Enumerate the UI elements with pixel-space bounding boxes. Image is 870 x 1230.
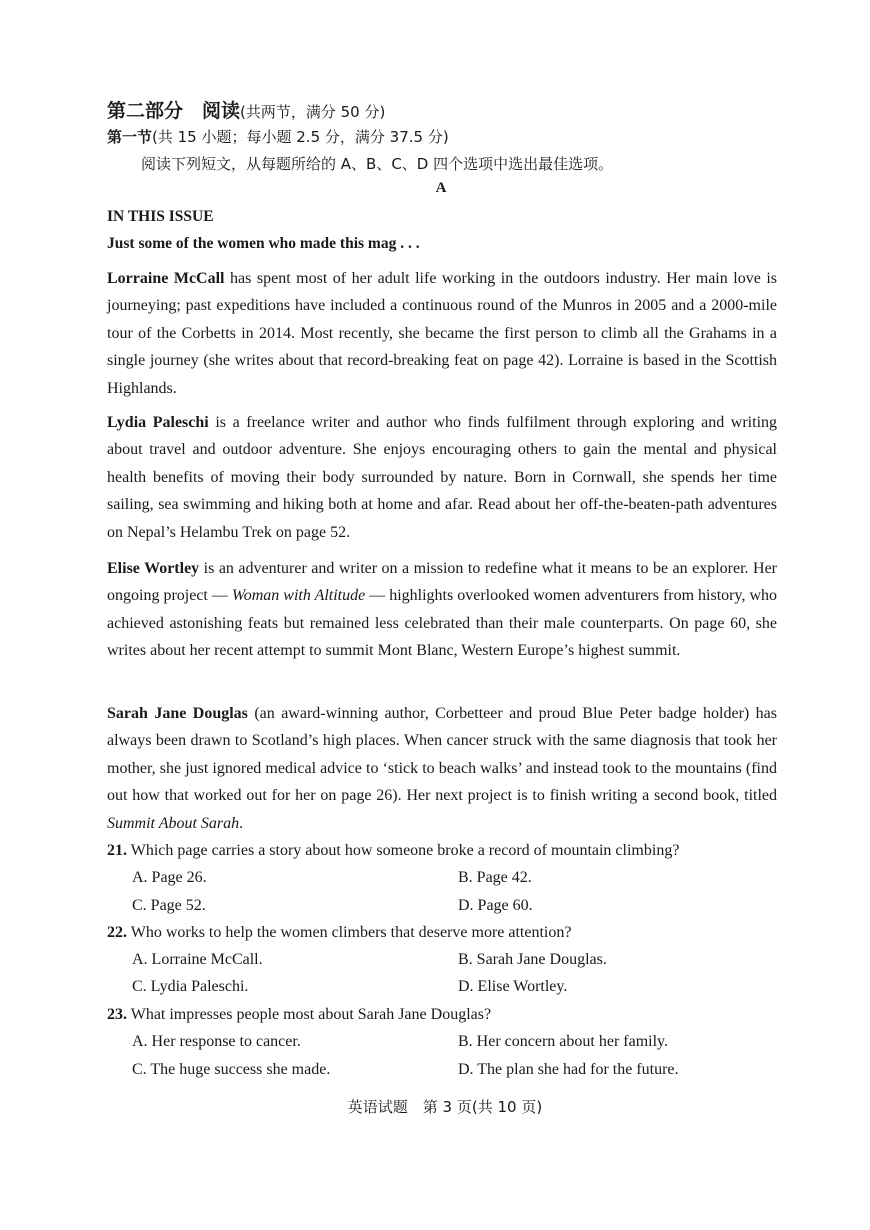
paragraph-elise: [107, 555, 777, 665]
section-title-main: 第一节: [107, 128, 153, 146]
person-name: Sarah Jane Douglas: [107, 705, 248, 722]
paragraph-lorraine: [107, 265, 777, 402]
option-22-d[interactable]: D. Elise Wortley.: [458, 978, 568, 995]
option-23-a[interactable]: A. Her response to cancer.: [132, 1033, 301, 1050]
part-title-main: 第二部分 阅读: [107, 100, 241, 122]
person-name: Lorraine McCall: [107, 270, 225, 287]
question-22: [107, 924, 571, 942]
page-footer: 英语试题 第 3 页(共 10 页): [347, 1098, 543, 1116]
article-heading: IN THIS ISSUE: [107, 208, 214, 225]
option-23-b[interactable]: B. Her concern about her family.: [458, 1033, 668, 1050]
question-text: Which page carries a story about how someone broke a record of mountain climbing?: [127, 842, 680, 859]
paragraph-text: has spent most of her adult life working in the outdoors industry. Her main love is journeying; past expeditions have included a continuous round of the Munros in 2005 and a 2000-mile tour of the Corbetts in 2014. Most recently, she became the first person to climb all the Grahams in a single journey (she writes about that record-breaking feat on page 42). Lorraine is based in the Scottish Highlands.: [107, 270, 778, 397]
option-21-d[interactable]: D. Page 60.: [458, 897, 533, 914]
question-number: 22.: [107, 924, 127, 941]
paragraph-text: .: [239, 814, 244, 832]
part-title-sub: (共两节，满分 50 分): [240, 103, 386, 121]
option-21-a[interactable]: A. Page 26.: [132, 869, 207, 886]
person-name: Lydia Paleschi: [107, 414, 209, 431]
option-21-c[interactable]: C. Page 52.: [132, 897, 206, 914]
paragraph-text: is a freelance writer and author who finds fulfilment through exploring and writing about travel and outdoor adventure. She enjoys encouraging others to gain the mental and physical health benefits of moving their body surrounded by nature. Born in Cornwall, she spends her time sailing, sea swimming and hiking both at home and afar. Read about her off-the-beaten-path adventures on Nepal’s Helambu Trek on page 52.: [107, 414, 778, 541]
question-number: 23.: [107, 1006, 127, 1023]
paragraph-lydia: [107, 409, 777, 546]
instruction: 阅读下列短文，从每题所给的 A、B、C、D 四个选项中选出最佳选项。: [141, 155, 614, 173]
paragraph-text: — highlights overlooked women adventurers from history, who achieved astonishing feats but remained less celebrated than their male counterparts. On page 60, she writes about her recent attempt to summit Mont Blanc, Western Europe’s highest summit.: [107, 587, 777, 660]
part-title: [107, 96, 385, 123]
question-21: [107, 842, 679, 860]
section-title-sub: (共 15 小题；每小题 2.5 分，满分 37.5 分): [152, 128, 449, 146]
question-text: Who works to help the women climbers that deserve more attention?: [127, 924, 572, 941]
paragraph-text: (an award-winning author, Corbetteer and proud Blue Peter badge holder) has always been drawn to Scotland’s high places. When cancer struck with the same diagnosis that took her mother, she just ignored medical advice to ‘stick to beach walks’ and instead took to the mountains (find out how that worked out for her on page 26). Her next project is to finish writing a second book, titled: [107, 705, 777, 805]
option-23-d[interactable]: D. The plan she had for the future.: [458, 1061, 679, 1078]
passage-label: A: [435, 180, 447, 196]
question-23: [107, 1006, 491, 1024]
project-title: Woman with Altitude: [231, 587, 366, 605]
option-21-b[interactable]: B. Page 42.: [458, 869, 532, 886]
book-title: Summit About Sarah: [107, 814, 240, 832]
option-22-c[interactable]: C. Lydia Paleschi.: [132, 978, 249, 995]
paragraph-sarah: [107, 700, 777, 837]
option-22-b[interactable]: B. Sarah Jane Douglas.: [458, 951, 607, 968]
article-subheading: Just some of the women who made this mag . . .: [107, 235, 420, 252]
question-number: 21.: [107, 842, 127, 859]
person-name: Elise Wortley: [107, 560, 200, 577]
option-23-c[interactable]: C. The huge success she made.: [132, 1061, 331, 1078]
section-title: [107, 126, 449, 147]
question-text: What impresses people most about Sarah Jane Douglas?: [127, 1006, 492, 1023]
paragraph-text: is an adventurer and writer on a mission to redefine what it means to be an explorer. Her ongoing project —: [107, 560, 777, 605]
option-22-a[interactable]: A. Lorraine McCall.: [132, 951, 263, 968]
